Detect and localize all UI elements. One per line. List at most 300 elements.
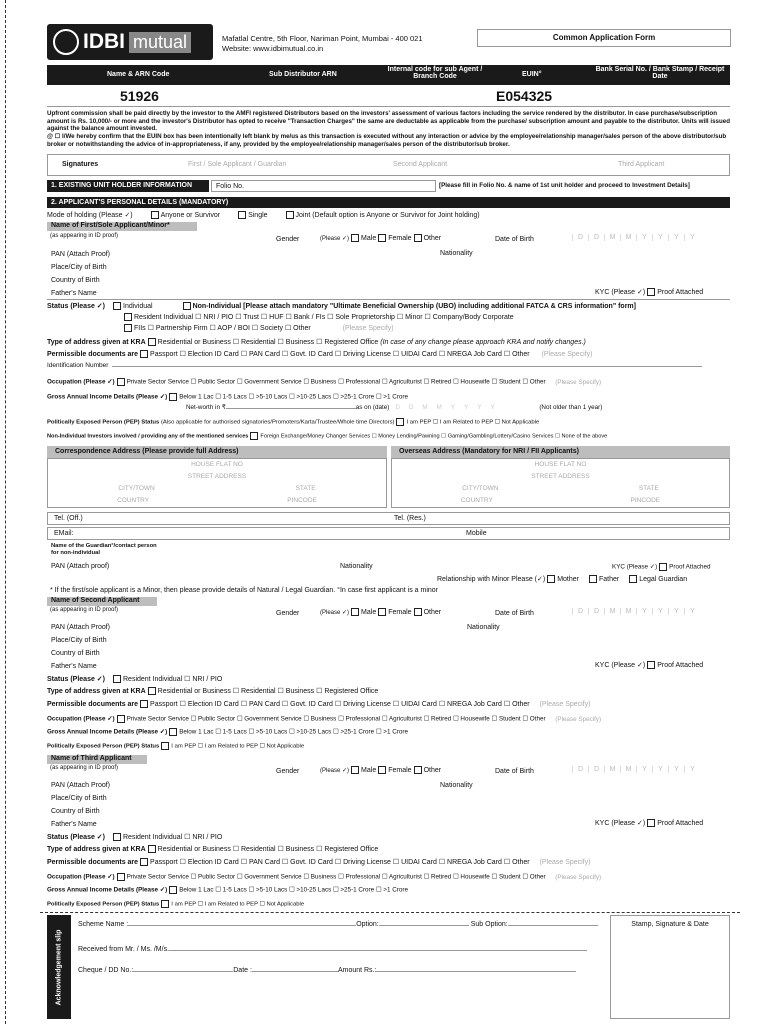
a1-kyc (595, 288, 703, 296)
corr-state: STATE (295, 485, 316, 492)
a3-dob-y4: Y (684, 766, 700, 773)
a3-country: Country of Birth (51, 808, 100, 815)
corr-address-header (47, 446, 387, 458)
nonind-checkbox[interactable] (250, 432, 258, 440)
a3-pan: PAN (Attach Proof) (51, 782, 111, 789)
folio-field[interactable] (211, 180, 436, 192)
a2-gender-label: Gender (276, 610, 300, 617)
signatures-label: Signatures (62, 161, 99, 168)
ack-option-label: Option: (356, 921, 379, 928)
ov-country-row (392, 495, 729, 507)
ov-country: COUNTRY (460, 497, 493, 504)
a3-dob-m1: M (604, 766, 620, 773)
logo-sub: mutual (129, 32, 191, 53)
guardian-name: Name of the Guardian°/contact person for non-individual (51, 543, 157, 556)
second-applicant-name-label (47, 597, 157, 606)
ack-suboption-line[interactable] (508, 925, 598, 926)
a3-income-label: Gross Annual Income Details (Please ✓) (47, 886, 168, 894)
a1-kyc-proof: Proof Attached (657, 289, 704, 296)
form-title (477, 29, 731, 47)
a3-other: Other (423, 766, 442, 774)
tel-res[interactable]: Tel. (Res.) (394, 515, 426, 522)
pep-label: Politically Exposed Person (PEP) Status (47, 419, 160, 426)
a3-female: Female (388, 766, 412, 774)
sig-second[interactable]: Second Applicant (393, 161, 448, 168)
idnum-row (47, 362, 730, 369)
ov-house: HOUSE FLAT NO (534, 461, 587, 468)
a3-docs-checkbox[interactable] (140, 858, 148, 866)
guardian-mother: Mother (557, 576, 579, 583)
a2-kyc-proof: Proof Attached (657, 662, 704, 669)
a2-kra-opts: Residential or Business ☐ Residential ☐ Business ☐ Registered Office (157, 688, 379, 695)
a1-male-checkbox[interactable] (351, 234, 359, 242)
nonind-opts: Foreign Exchange/Money Changer Services ☐ Money Lending/Pawning ☐ Gaming/Gambling/Lottery/Casino Services ☐ None of the above (260, 433, 608, 440)
a1-gender-label: Gender (276, 236, 300, 243)
a3-occ-specify[interactable]: (Please Specify) (547, 874, 609, 881)
a2-father: Father's Name (51, 663, 97, 670)
a3-pep-checkbox[interactable] (161, 900, 169, 908)
a2-occ-opts: Private Sector Service ☐ Public Sector ☐ Government Service ☐ Business ☐ Professional ☐ Agriculturist ☐ Retired ☐ Housewife ☐ Student ☐ Other (126, 715, 546, 723)
ack-cheque-line[interactable] (133, 971, 233, 972)
a3-income-row (47, 886, 730, 894)
a1-kyc-label: KYC (Please ✓) (595, 289, 646, 296)
a2-name-text: Name of Second Applicant (51, 597, 140, 604)
asondate-field[interactable]: DDMMYYYY (395, 404, 504, 411)
income-label: Gross Annual Income Details (Please ✓) (47, 393, 168, 401)
a2-please: (Please ✓) (320, 609, 350, 616)
status-individual: Individual (123, 303, 153, 310)
a2-dob-y1: Y (636, 608, 652, 615)
a2-pep-checkbox[interactable] (161, 742, 169, 750)
a3-please: (Please ✓) (320, 767, 350, 774)
a3-dob-y2: Y (652, 766, 668, 773)
a1-please: (Please ✓) (320, 235, 350, 242)
nonind-row (47, 432, 730, 440)
fii-checkbox[interactable] (124, 324, 132, 332)
single-checkbox[interactable] (238, 211, 246, 219)
a3-status-label: Status (Please ✓) (47, 834, 105, 841)
a3-idproof: (as appearing in ID proof) (50, 765, 119, 771)
overseas-address-header (391, 446, 730, 458)
a2-income-row (47, 728, 730, 736)
section2-title (47, 197, 730, 208)
a3-pep-row (47, 900, 730, 908)
corr-city-row (48, 483, 386, 495)
notolder: (Not older than 1 year) (539, 404, 603, 411)
a2-male-checkbox[interactable] (351, 608, 359, 616)
a1-country: Country of Birth (51, 277, 100, 284)
a3-kyc-checkbox[interactable] (647, 819, 655, 827)
a1-lines (47, 299, 730, 300)
section1-title-text: 1. EXISTING UNIT HOLDER INFORMATION (51, 182, 193, 189)
a2-pan: PAN (Attach Proof) (51, 624, 111, 631)
address: Mafatlal Centre, 5th Floor, Nariman Point, Mumbai - 400 021 (222, 34, 423, 43)
a2-occ-row (47, 715, 730, 723)
a3-docs-opts: Passport ☐ Election ID Card ☐ PAN Card ☐ Govt. ID Card ☐ Driving License ☐ UIDAI Card ☐ NREGA Job Card ☐ Other (150, 859, 530, 866)
dob-m2: M (620, 234, 636, 241)
ack-option-line[interactable] (379, 925, 469, 926)
a2-dob-m1: M (604, 608, 620, 615)
guardian-kyc-checkbox[interactable] (659, 563, 667, 571)
a2-dob-y4: Y (684, 608, 700, 615)
status-specify[interactable]: (Please Specify) (313, 325, 424, 332)
a3-gender-options (320, 766, 441, 774)
dob-d1: D (572, 234, 588, 241)
a3-status-row (47, 833, 730, 841)
dist-values-line (47, 106, 730, 107)
docs-specify[interactable]: (Please Specify) (532, 351, 603, 358)
a3-place: Place/City of Birth (51, 795, 107, 802)
occ-label: Occupation (Please ✓) (47, 378, 115, 386)
a1-kyc-checkbox[interactable] (647, 288, 655, 296)
ack-date-line[interactable] (252, 971, 338, 972)
a2-dob-y3: Y (668, 608, 684, 615)
signatures-row (47, 154, 730, 176)
ack-side-label (47, 915, 71, 1019)
a1-male: Male (361, 234, 377, 242)
notice-euin: @ ☐ I/We hereby confirm that the EUIN box has been intentionally left blank by me/us as this transaction is executed without any interaction or advice by the employee/relationship manager/sales person of the above distributor/sub broker or notwithstanding the advice of in-appropriateness, if any, provided by the employee/relationship manager/sales person of the distributor/sub broker. (47, 133, 727, 148)
a2-kra-row (47, 687, 730, 695)
a2-dob-label: Date of Birth (495, 610, 534, 617)
idnum-label: Identification Number (47, 362, 109, 369)
a2-status-opts: Resident Individual ☐ NRI / PIO (123, 676, 223, 683)
kra-label: Type of address given at KRA (47, 339, 146, 346)
a1-other-checkbox[interactable] (414, 234, 422, 242)
corr-address-box[interactable] (47, 458, 387, 508)
ack-stamp-label: Stamp, Signature & Date (631, 921, 709, 928)
a3-occ-label: Occupation (Please ✓) (47, 873, 115, 881)
occ-row (47, 378, 730, 386)
dob-y3: Y (668, 234, 684, 241)
dob-y1: Y (636, 234, 652, 241)
email-row (47, 527, 730, 540)
kra-opts: Residential or Business ☐ Residential ☐ Business ☐ Registered Office (157, 339, 379, 346)
ack-amount-line[interactable] (376, 971, 576, 972)
mobile[interactable]: Mobile (466, 530, 487, 537)
a1-female-checkbox[interactable] (378, 234, 386, 242)
a3-female-checkbox[interactable] (378, 766, 386, 774)
a2-docs-row (47, 700, 730, 708)
networth-row (186, 404, 730, 411)
dob-y4: Y (684, 234, 700, 241)
corr-country: COUNTRY (117, 497, 150, 504)
a2-kyc-checkbox[interactable] (647, 661, 655, 669)
logo-text: IDBI (83, 30, 125, 53)
a3-kyc-proof: Proof Attached (657, 820, 704, 827)
a2-docs-specify[interactable]: (Please Specify) (532, 701, 599, 708)
a3-occ-opts: Private Sector Service ☐ Public Sector ☐ Government Service ☐ Business ☐ Professional ☐ Agriculturist ☐ Retired ☐ Housewife ☐ Student ☐ Other (126, 873, 546, 881)
ack-cheque (78, 967, 576, 974)
a3-occ-row (47, 873, 730, 881)
ack-scheme-line[interactable] (128, 925, 356, 926)
a2-occ-label: Occupation (Please ✓) (47, 715, 115, 723)
a3-dob-y1: Y (636, 766, 652, 773)
status-nonindiv: Non-Individual [Please attach mandatory "Ultimate Beneficial Ownership (UBO) including additional FATCA & CRS information" form] (192, 303, 636, 310)
a3-pep-opts: I am PEP ☐ I am Related to PEP ☐ Not Applicable (171, 901, 305, 908)
overseas-title: Overseas Address (Mandatory for NRI / FII Applicants) (399, 448, 579, 455)
docs-opts: Passport ☐ Election ID Card ☐ PAN Card ☐ Govt. ID Card ☐ Driving License ☐ UIDAI Card ☐ NREGA Job Card ☐ Other (150, 351, 530, 358)
a2-dob-d2: D (588, 608, 604, 615)
guardian-nationality: Nationality (340, 563, 373, 570)
docs-row (47, 350, 730, 358)
corr-pin: PINCODE (287, 497, 317, 504)
guardian-kyc-proof: Proof Attached (669, 563, 711, 571)
a3-dob-field[interactable] (572, 766, 700, 773)
occ-opts: Private Sector Service ☐ Public Sector ☐ Government Service ☐ Business ☐ Professional ☐ Agriculturist ☐ Retired ☐ Housewife ☐ Student ☐ Other (126, 378, 546, 386)
euin-header: EUIN° (522, 71, 542, 78)
a2-other: Other (423, 608, 442, 616)
a2-income-label: Gross Annual Income Details (Please ✓) (47, 728, 168, 736)
mode-label: Mode of holding (Please ✓) (47, 212, 133, 219)
ack-received-label: Received from Mr. / Ms. /M/s. (78, 946, 170, 953)
corr-house: HOUSE FLAT NO (191, 461, 243, 468)
ack-date-label: Date : (233, 967, 252, 974)
name-arn-header: Name & ARN Code (107, 71, 170, 78)
a3-dob-y3: Y (668, 766, 684, 773)
a2-occ-checkbox[interactable] (117, 715, 125, 723)
a3-income-checkbox[interactable] (169, 886, 177, 894)
a3-male: Male (361, 766, 377, 774)
a2-pep-row (47, 742, 730, 750)
a1-nationality: Nationality (440, 250, 473, 257)
dob-m1: M (604, 234, 620, 241)
a1-dob-field[interactable] (572, 234, 700, 241)
a3-male-checkbox[interactable] (351, 766, 359, 774)
corr-country-row (48, 495, 386, 507)
guardian-kyc-label: KYC (Please ✓) (612, 563, 658, 571)
asondate-label: as on (date) (355, 404, 390, 411)
ov-state: STATE (638, 485, 659, 492)
corr-street: STREET ADDRESS (187, 473, 247, 480)
a3-kra-label: Type of address given at KRA (47, 846, 146, 853)
resident-checkbox[interactable] (124, 313, 132, 321)
ack-side-text: Acknowledgement slip (55, 929, 63, 1005)
anyone-label: Anyone or Survivor (160, 212, 221, 219)
logo (47, 24, 213, 60)
a1-father: Father's Name (51, 290, 97, 297)
mode-row (47, 211, 730, 219)
a3-status-opts: Resident Individual ☐ NRI / PIO (123, 834, 223, 841)
tear-line (40, 912, 740, 913)
a2-occ-specify[interactable]: (Please Specify) (547, 716, 609, 723)
a3-kyc (595, 819, 703, 827)
status-label: Status (Please ✓) (47, 303, 105, 310)
a3-name-text: Name of Third Applicant (51, 755, 132, 762)
anyone-checkbox[interactable] (151, 211, 159, 219)
mother-checkbox[interactable] (547, 575, 555, 583)
a3-resident-checkbox[interactable] (113, 833, 121, 841)
a2-female: Female (388, 608, 412, 616)
status-line2-text: Resident Individual ☐ NRI / PIO ☐ Trust ☐ HUF ☐ Bank / FIs ☐ Sole Proprietorship ☐ Minor ☐ Company/Body Corporate (134, 314, 514, 321)
a3-other-checkbox[interactable] (414, 766, 422, 774)
guardian-note: * If the first/sole applicant is a Minor, then please provide details of Natural / Legal Guardian. °In case first applicant is a minor (50, 587, 439, 594)
a3-kra-opts: Residential or Business ☐ Residential ☐ Business ☐ Registered Office (157, 846, 379, 853)
euin-value[interactable]: E054325 (496, 88, 553, 104)
a1-female: Female (388, 234, 412, 242)
status-nonindiv-checkbox[interactable] (183, 302, 191, 310)
ack-scheme-label: Scheme Name : (78, 921, 129, 928)
docs-label: Permissible documents are (47, 351, 139, 358)
folio-note: [Please fill in Folio No. & name of 1st unit holder and proceed to Investment Details] (439, 182, 690, 189)
tel-row (47, 512, 730, 525)
section1-title (47, 180, 209, 192)
a2-male: Male (361, 608, 377, 616)
a1-place: Place/City of Birth (51, 264, 107, 271)
docs-checkbox[interactable] (140, 350, 148, 358)
status-individual-checkbox[interactable] (113, 302, 121, 310)
ov-city-row (392, 483, 729, 495)
income-opts: Below 1 Lac ☐ 1-5 Lacs ☐ >5-10 Lacs ☐ >10-25 Lacs ☐ >25-1 Crore ☐ >1 Crore (179, 393, 408, 401)
a1-gender-options (320, 234, 441, 242)
status-line3 (122, 324, 730, 332)
a2-dob-d1: D (572, 608, 588, 615)
a2-docs-checkbox[interactable] (140, 700, 148, 708)
a3-docs-row (47, 858, 730, 866)
a2-gender-options (320, 608, 441, 616)
a2-kyc-label: KYC (Please ✓) (595, 662, 646, 669)
a3-father: Father's Name (51, 821, 97, 828)
a2-resident-checkbox[interactable] (113, 675, 121, 683)
a2-nationality: Nationality (467, 624, 500, 631)
guardian-father: Father (598, 576, 620, 583)
idnum-line[interactable] (112, 366, 702, 367)
overseas-address-box[interactable] (391, 458, 730, 508)
ack-cheque-label: Cheque / DD No.: (78, 967, 134, 974)
a3-docs-label: Permissible documents are (47, 859, 139, 866)
logo-mark-icon (53, 29, 79, 55)
ack-received (78, 946, 587, 953)
status-line2 (122, 313, 730, 321)
a3-docs-specify[interactable]: (Please Specify) (532, 859, 599, 866)
a2-female-checkbox[interactable] (378, 608, 386, 616)
a3-gender-label: Gender (276, 768, 300, 775)
a2-status-label: Status (Please ✓) (47, 676, 105, 683)
a3-occ-checkbox[interactable] (117, 873, 125, 881)
ov-city: CITY/TOWN (462, 485, 499, 492)
guardian-rel-label: Relationship with Minor Please (✓) (437, 576, 546, 583)
a1-dob-label: Date of Birth (495, 236, 534, 243)
a1-name-text: Name of First/Sole Applicant/Minor* (51, 222, 170, 229)
ack-scheme (78, 921, 598, 928)
ack-amount-label: Amount Rs.: (337, 967, 377, 974)
income-checkbox[interactable] (169, 393, 177, 401)
first-applicant-name-label (47, 222, 197, 231)
a2-dob-y2: Y (652, 608, 668, 615)
a2-docs-label: Permissible documents are (47, 701, 139, 708)
a3-kra-checkbox[interactable] (148, 845, 156, 853)
a2-idproof: (as appearing in ID proof) (50, 607, 119, 613)
a2-dob-m2: M (620, 608, 636, 615)
kra-checkbox[interactable] (148, 338, 156, 346)
section2-title-text: 2. APPLICANT'S PERSONAL DETAILS (MANDATORY) (51, 199, 229, 206)
a2-income-opts: Below 1 Lac ☐ 1-5 Lacs ☐ >5-10 Lacs ☐ >10-25 Lacs ☐ >25-1 Crore ☐ >1 Crore (179, 728, 408, 736)
father-checkbox[interactable] (589, 575, 597, 583)
guardian-legal: Legal Guardian (639, 576, 688, 583)
third-applicant-name-label (47, 755, 147, 764)
legal-checkbox[interactable] (629, 575, 637, 583)
pep-row (47, 418, 730, 426)
a3-dob-d2: D (588, 766, 604, 773)
a3-kra-row (47, 845, 730, 853)
kra-row (47, 338, 730, 346)
status-line3-text: FIIs ☐ Partnership Firm ☐ AOP / BOI ☐ Society ☐ Other (134, 325, 311, 332)
distributor-header (47, 65, 730, 85)
a3-pep-label: Politically Exposed Person (PEP) Status (47, 901, 160, 908)
a2-kra-label: Type of address given at KRA (47, 688, 146, 695)
guardian-rel (437, 575, 687, 583)
occ-specify[interactable]: (Please Specify) (547, 379, 609, 386)
internal-code-header: Internal code for sub Agent / Branch Code (387, 66, 483, 80)
a2-place: Place/City of Birth (51, 637, 107, 644)
sig-first[interactable]: First / Sole Applicant / Guardian (188, 161, 287, 168)
single-label: Single (248, 212, 268, 219)
a3-nationality: Nationality (440, 782, 473, 789)
notice-commission: Upfront commission shall be paid directly by the investor to the AMFI registered Distributors based on the investors' assessment of various factors including the service rendered by the distributor. In case purchase/subscription amount is Rs. 10,000/- or more and the investor's Distributor has opted to receive "Transaction Charges" the same are deductable as applicable from the purchase/ subscription amount and payable to the distributor. Units will issued against the balance amount invested. (47, 110, 730, 133)
a2-dob-field[interactable] (572, 608, 700, 615)
bank-serial-header: Bank Serial No. / Bank Stamp / Receipt Date (595, 66, 725, 80)
a3-income-opts: Below 1 Lac ☐ 1-5 Lacs ☐ >5-10 Lacs ☐ >10-25 Lacs ☐ >25-1 Crore ☐ >1 Crore (179, 886, 408, 894)
email[interactable]: EMail: (54, 530, 74, 537)
corr-city: CITY/TOWN (118, 485, 155, 492)
tel-off[interactable]: Tel. (Off.) (54, 515, 83, 522)
arn-value[interactable]: 51926 (120, 88, 159, 104)
kra-note: (In case of any change please approach KRA and notify changes.) (380, 339, 586, 346)
a1-other: Other (423, 234, 442, 242)
nonind-label: Non-Individual Investors involved / providing any of the mentioned services (47, 433, 249, 440)
a3-dob-label: Date of Birth (495, 768, 534, 775)
a1-pan: PAN (Attach Proof) (51, 251, 111, 258)
a2-pep-opts: I am PEP ☐ I am Related to PEP ☐ Not Applicable (171, 743, 305, 750)
a2-income-checkbox[interactable] (169, 728, 177, 736)
guardian-pan: PAN (Attach proof) (51, 563, 110, 570)
guardian-kyc (612, 563, 710, 571)
networth-label: Net-worth in ₹ (186, 404, 226, 411)
corr-title: Correspondence Address (Please provide full Address) (55, 448, 239, 455)
pep-checkbox[interactable] (396, 418, 404, 426)
dob-d2: D (588, 234, 604, 241)
pep-opts: I am PEP ☐ I am Related to PEP ☐ Not Applicable (406, 419, 540, 426)
ack-received-line[interactable] (169, 950, 587, 951)
a3-kyc-label: KYC (Please ✓) (595, 820, 646, 827)
sub-dist-header: Sub Distributor ARN (269, 71, 337, 78)
a2-country: Country of Birth (51, 650, 100, 657)
ack-suboption-label: Sub Option: (470, 921, 508, 928)
dob-y2: Y (652, 234, 668, 241)
status-row (47, 302, 730, 310)
networth-line[interactable] (226, 408, 356, 409)
a3-dob-m2: M (620, 766, 636, 773)
a2-kra-checkbox[interactable] (148, 687, 156, 695)
ov-pin: PINCODE (630, 497, 661, 504)
joint-label: Joint (Default option is Anyone or Survivor for Joint holding) (295, 212, 480, 219)
ack-stamp-box[interactable] (610, 915, 730, 1019)
folio-label: Folio No. (216, 183, 245, 190)
sig-third[interactable]: Third Applicant (618, 161, 665, 168)
a3-dob-d1: D (572, 766, 588, 773)
joint-checkbox[interactable] (286, 211, 294, 219)
form-title-text: Common Application Form (552, 33, 656, 42)
a2-pep-label: Politically Exposed Person (PEP) Status (47, 743, 160, 750)
occ-checkbox[interactable] (117, 378, 125, 386)
a1-idproof: (as appearing in ID proof) (50, 233, 119, 239)
a2-other-checkbox[interactable] (414, 608, 422, 616)
a2-docs-opts: Passport ☐ Election ID Card ☐ PAN Card ☐ Govt. ID Card ☐ Driving License ☐ UIDAI Card ☐ NREGA Job Card ☐ Other (150, 701, 530, 708)
a2-kyc (595, 661, 703, 669)
ov-street: STREET ADDRESS (531, 473, 590, 480)
cut-line (5, 0, 6, 1024)
pep-note: (Also applicable for authorised signatories/Promoters/Karta/Trustee/Whole time Directors) (160, 419, 395, 426)
a2-status-row (47, 675, 730, 683)
